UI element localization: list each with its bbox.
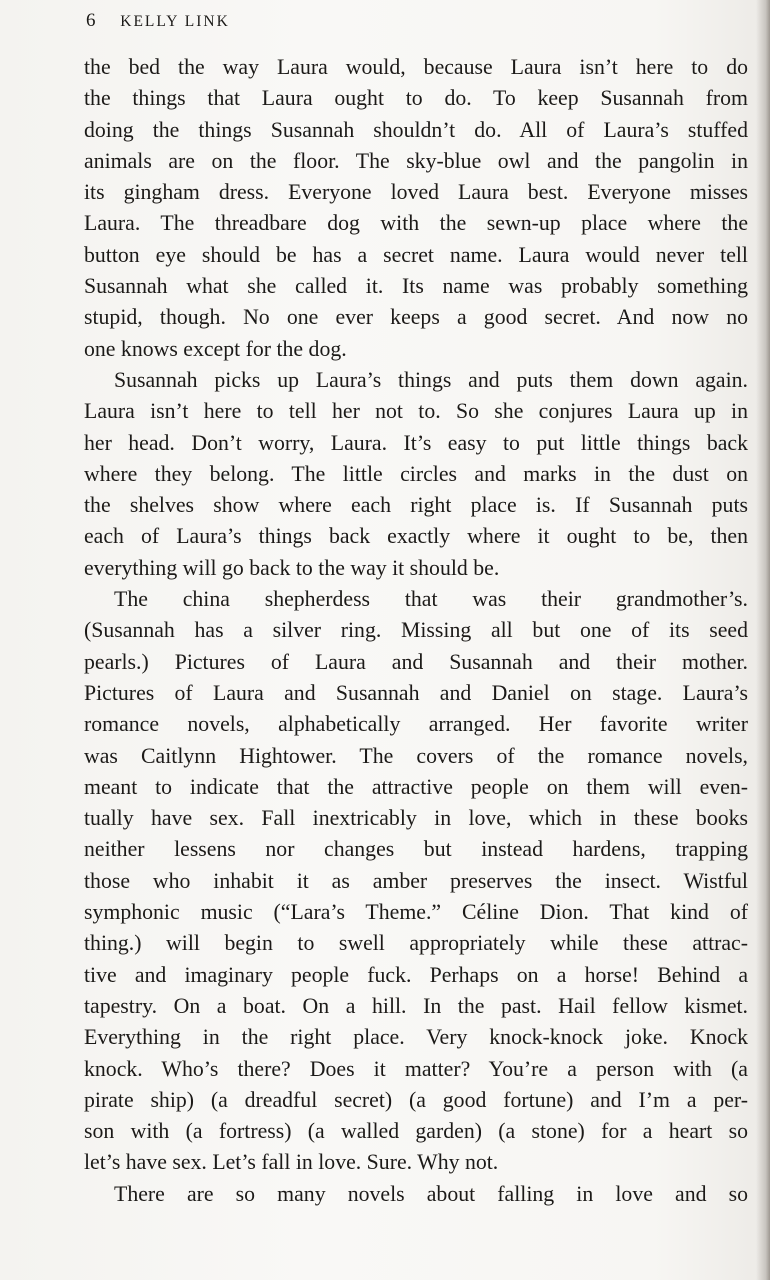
text-line: son with (a fortress) (a walled garden) (a stone) for a heart so [84, 1119, 748, 1144]
text-line: everything will go back to the way it should be. [84, 555, 500, 580]
text-line: her head. Don’t worry, Laura. It’s easy to put little things back [84, 430, 748, 455]
text-line: stupid, though. No one ever keeps a good secret. And now no [84, 305, 748, 330]
text-line: was Caitlynn Hightower. The covers of the romance novels, [84, 743, 748, 768]
text-line: knock. Who’s there? Does it matter? You’re a person with (a [84, 1056, 748, 1081]
text-line: the things that Laura ought to do. To keep Susannah from [84, 86, 748, 111]
text-line: symphonic music (“Lara’s Theme.” Céline Dion. That kind of [84, 900, 748, 925]
text-line: thing.) will begin to swell appropriately while these attrac- [84, 931, 748, 956]
text-line: one knows except for the dog. [84, 336, 347, 361]
page-number: 6 [86, 10, 97, 31]
text-line: animals are on the floor. The sky-blue owl and the pangolin in [84, 148, 748, 173]
text-line: button eye should be has a secret name. Laura would never tell [84, 242, 748, 267]
text-line: pirate ship) (a dreadful secret) (a good fortune) and I’m a per- [84, 1087, 748, 1112]
text-line: doing the things Susannah shouldn’t do. All of Laura’s stuffed [84, 117, 748, 142]
text-line: romance novels, alphabetically arranged. Her favorite writer [84, 712, 748, 737]
text-line: neither lessens nor changes but instead hardens, trapping [84, 837, 748, 862]
author-name: KELLY LINK [120, 13, 230, 30]
text-line: Laura. The threadbare dog with the sewn-up place where the [84, 211, 748, 236]
body-text [84, 52, 748, 1210]
text-line: those who inhabit it as amber preserves the insect. Wistful [84, 868, 748, 893]
text-line: Susannah what she called it. Its name was probably something [84, 274, 748, 299]
text-line: tually have sex. Fall inextricably in love, which in these books [84, 806, 748, 831]
text-line: There are so many novels about falling in love and so [114, 1181, 748, 1206]
text-line: pearls.) Pictures of Laura and Susannah and their mother. [84, 649, 748, 674]
text-line: Pictures of Laura and Susannah and Daniel on stage. Laura’s [84, 680, 748, 705]
text-line: its gingham dress. Everyone loved Laura best. Everyone misses [84, 180, 748, 205]
text-line: tapestry. On a boat. On a hill. In the past. Hail fellow kismet. [84, 993, 748, 1018]
text-line: Susannah picks up Laura’s things and puts them down again. [114, 367, 748, 392]
text-line: the bed the way Laura would, because Laura isn’t here to do [84, 55, 748, 79]
text-line: let’s have sex. Let’s fall in love. Sure. Why not. [84, 1150, 499, 1175]
text-line: meant to indicate that the attractive people on them will even- [84, 774, 748, 799]
text-line: Everything in the right place. Very knock-knock joke. Knock [84, 1025, 748, 1050]
text-line: The china shepherdess that was their grandmother’s. [114, 587, 748, 612]
text-line: each of Laura’s things back exactly where it ought to be, then [84, 524, 748, 549]
running-head [86, 10, 230, 32]
text-line: tive and imaginary people fuck. Perhaps on a horse! Behind a [84, 962, 748, 987]
text-line: Laura isn’t here to tell her not to. So she conjures Laura up in [84, 399, 748, 424]
page-edge-shadow [756, 0, 770, 1280]
text-line: (Susannah has a silver ring. Missing all but one of its seed [84, 618, 748, 643]
text-line: the shelves show where each right place is. If Susannah puts [84, 493, 748, 518]
text-line: where they belong. The little circles and marks in the dust on [84, 461, 748, 486]
